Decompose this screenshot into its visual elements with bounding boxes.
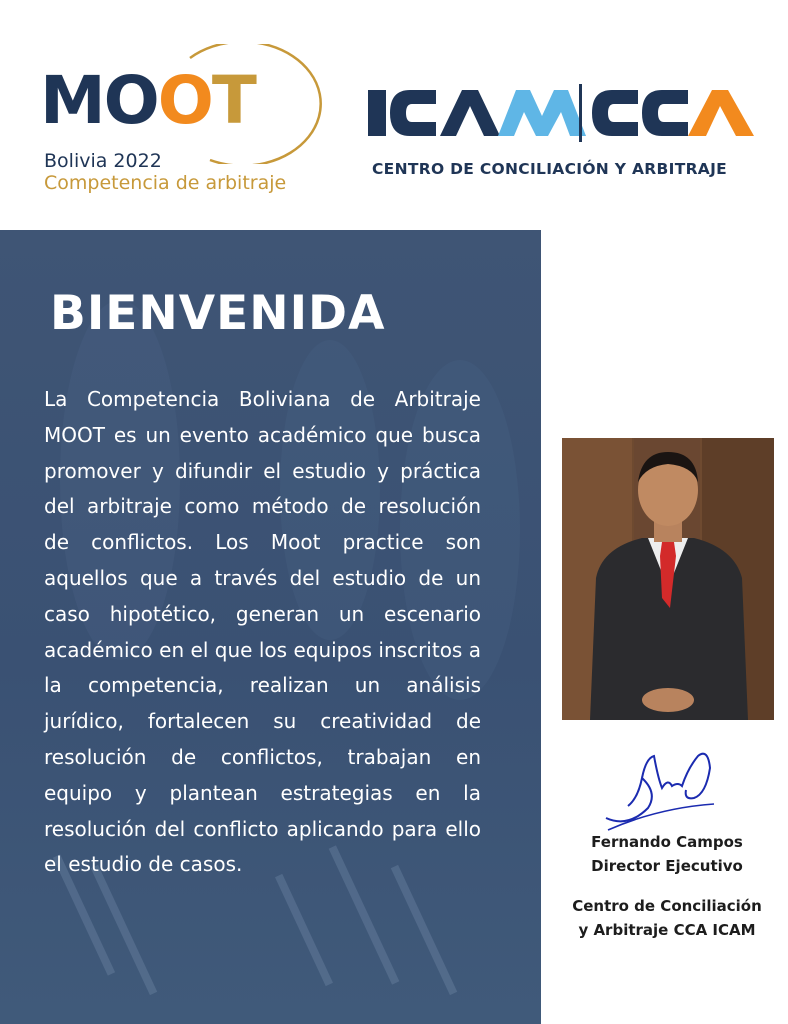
organization-line-1: Centro de Conciliación [572,897,762,915]
moot-logo [40,40,310,200]
moot-subtitle-year: Bolivia 2022 [44,150,162,172]
signer-name: Fernando Campos [591,833,743,851]
portrait-illustration [562,438,774,720]
moot-wordmark: MOOT [40,62,255,139]
welcome-panel [0,230,541,1024]
signer-role: Director Ejecutivo [591,857,743,875]
icam-cca-logo [366,82,766,192]
signature-mark [598,738,718,838]
organization-line-2: y Arbitraje CCA ICAM [578,921,756,939]
director-portrait-photo [562,438,774,720]
moot-subtitle-competition: Competencia de arbitraje [44,172,287,194]
welcome-title: BIENVENIDA [50,286,386,341]
icam-organization-name: CENTRO DE CONCILIACIÓN Y ARBITRAJE [372,160,728,178]
signer-block [556,830,778,878]
organization-block [556,894,778,942]
welcome-body-text: La Competencia Boliviana de Arbitraje MOOT es un evento académico que busca promover y difundir el estudio y práctica del arbitraje como método de resolución de conflictos. Los Moot practice son aquellos que a través del estudio de un caso hipotético, generan un escenario académico en el que los equipos inscritos a la competencia, realizan un análisis jurídico, fortalecen su creatividad de resolución de conflictos, trabajan en equipo y plantean estrategias en la resolución del conflicto aplicando para ello el estudio de casos. [44,387,481,877]
icam-cca-mark [366,82,766,144]
